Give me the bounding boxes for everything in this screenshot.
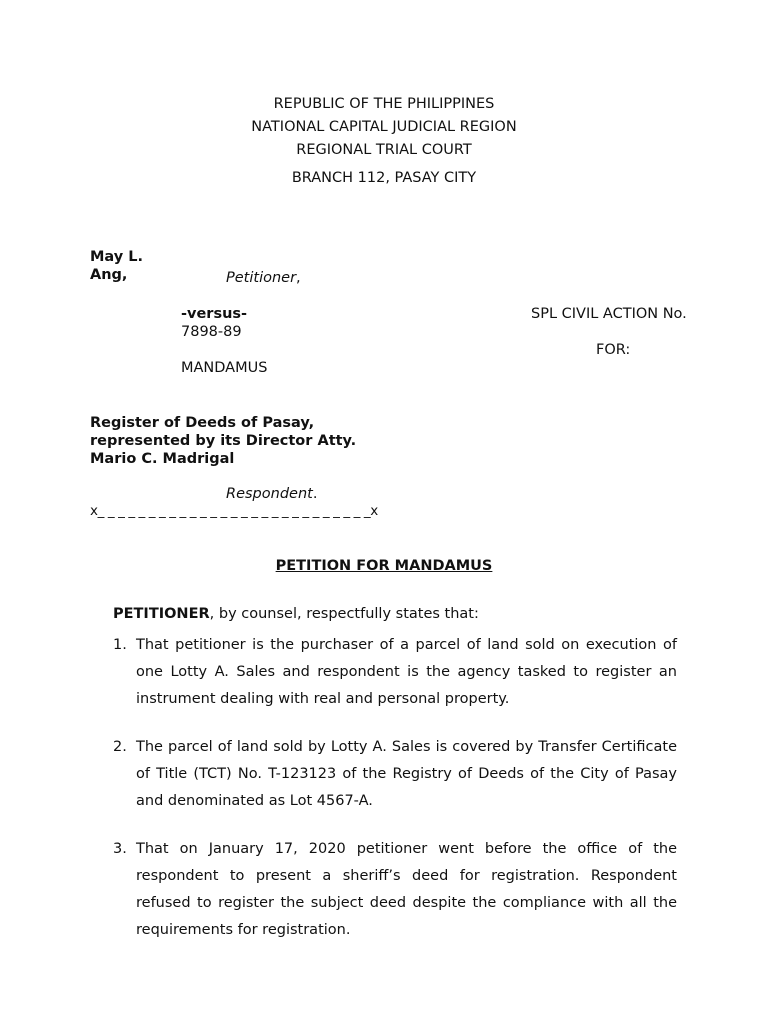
case-type: MANDAMUS: [181, 360, 268, 376]
court-header-court: REGIONAL TRIAL COURT: [296, 142, 472, 158]
intro-party: PETITIONER: [113, 606, 210, 622]
for-label: FOR:: [596, 342, 631, 358]
intro-text: , by counsel, respectfully states that:: [209, 606, 479, 622]
document-title: [0, 558, 768, 574]
petitioner-name-line1: May L.: [90, 249, 144, 265]
petitioner-name-line2: Ang,: [90, 267, 128, 283]
respondent-line1: Register of Deeds of Pasay,: [90, 415, 315, 431]
item-number: 1.: [113, 637, 127, 653]
versus-label: -versus-: [181, 306, 248, 322]
case-label: SPL CIVIL ACTION No.: [531, 306, 687, 322]
caption-separator: x_ _ _ _ _ _ _ _ _ _ _ _ _ _ _ _ _ _ _ _ _ _ _ _ _ _ _x: [90, 503, 378, 519]
respondent-role: [226, 486, 317, 502]
list-item: [113, 632, 677, 713]
case-number: 7898-89: [181, 324, 242, 340]
item-text: The parcel of land sold by Lotty A. Sales is covered by Transfer Certificate of Title (TCT) No. T-123123 of the Registry of Deeds of the City of Pasay and denominated as Lot 4567-A.: [136, 739, 677, 809]
list-item: [113, 734, 677, 815]
respondent-role-label: Respondent: [226, 486, 313, 502]
respondent-line2: represented by its Director Atty.: [90, 433, 357, 449]
item-text: That on January 17, 2020 petitioner went before the office of the respondent to present a sheriff’s deed for registration. Respondent refused to register the subject deed despite the compliance with all the requirements for registration.: [136, 841, 677, 938]
respondent-block: [90, 414, 356, 468]
respondent-line3: Mario C. Madrigal: [90, 451, 235, 467]
court-header-region: NATIONAL CAPITAL JUDICIAL REGION: [251, 119, 517, 135]
item-number: 2.: [113, 739, 127, 755]
list-item: [113, 836, 677, 944]
document-title-text: PETITION FOR MANDAMUS: [275, 558, 493, 574]
petitioner-role-label: Petitioner: [226, 270, 297, 286]
item-text: That petitioner is the purchaser of a parcel of land sold on execution of one Lotty A. Sales and respondent is the agency tasked to register an instrument dealing with real and personal property.: [136, 637, 677, 707]
court-header-branch: BRANCH 112, PASAY CITY: [291, 170, 477, 186]
allegations-list: [113, 632, 677, 965]
respondent-role-suffix: .: [312, 486, 318, 502]
petitioner-role-suffix: ,: [296, 270, 301, 286]
court-header-republic: REPUBLIC OF THE PHILIPPINES: [273, 96, 495, 112]
petitioner-role: [226, 270, 301, 286]
item-number: 3.: [113, 841, 127, 857]
intro-paragraph: [113, 606, 479, 622]
